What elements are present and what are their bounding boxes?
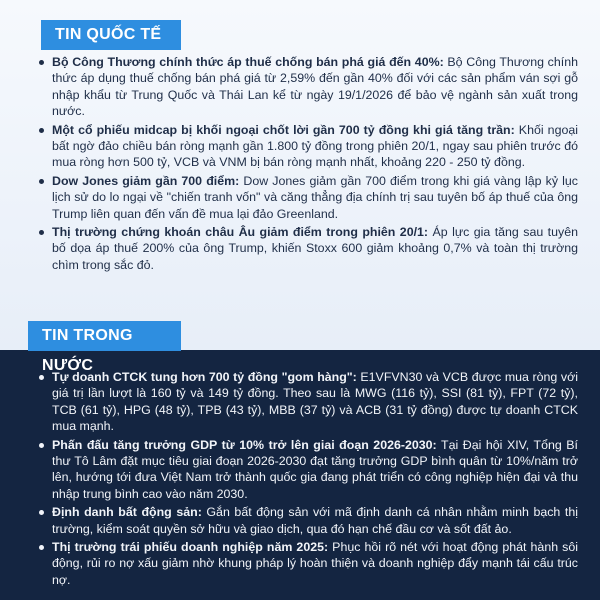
news-item — [38, 369, 578, 435]
news-item — [38, 539, 578, 588]
news-item — [38, 437, 578, 503]
news-body: Phục hồi rõ nét với hoạt động phát hành sôi động, rủi ro nợ xấu giảm nhờ khung pháp lý hoàn thiện và doanh nghiệp đẩy mạnh tái cấu trúc nợ. — [52, 540, 579, 587]
international-news-heading: TIN QUỐC TẾ — [41, 20, 181, 50]
news-body: Tại Đại hội XIV, Tổng Bí thư Tô Lâm đặt mục tiêu giai đoạn 2026-2030 đạt tăng trưởng GDP bình quân từ 10%/năm trở lên, hướng tới đưa Việt Nam trở thành quốc gia đang phát triển có công nghiệp hiện đại và thu nhập trung bình cao vào năm 2030. — [52, 437, 579, 501]
news-item — [38, 122, 578, 171]
news-body: Gắn bất động sản với mã định danh cá nhân nhằm minh bạch thị trường, kiểm soát quyền sở hữu và giao dịch, qua đó hạn chế đầu cơ và sốt đất ảo. — [52, 505, 578, 536]
news-headline: Thị trường chứng khoán châu Âu giảm điểm trong phiên 20/1: — [52, 225, 429, 240]
news-headline: Định danh bất động sản: — [52, 505, 202, 520]
domestic-news-heading: TIN TRONG NƯỚC — [28, 321, 181, 351]
news-body: Bộ Công Thương chính thức áp dụng thuế chống bán phá giá từ 2,59% đến gần 40% đối với các sản phẩm ván sợi gỗ nhập khẩu từ Trung Quốc và Thái Lan kể từ ngày 19/1/2026 để bảo vệ ngành sản xuất trong nước. — [52, 55, 578, 119]
news-item — [38, 504, 578, 537]
news-item — [38, 173, 578, 222]
domestic-news-list — [38, 369, 578, 590]
news-headline: Bộ Công Thương chính thức áp thuế chống bán phá giá đến 40%: — [52, 55, 444, 69]
news-body: Dow Jones giảm gần 700 điểm trong khi giá vàng lập kỷ lục lịch sử do lo ngại về "chiến tranh vốn" và căng thẳng địa chính trị sau tuyên bố áp thuế của ông Trump liên quan đến vấn đề mua lại đảo Greenland. — [52, 173, 578, 221]
news-body: Áp lực gia tăng sau tuyên bố dọa áp thuế 200% của ông Trump, khiến Stoxx 600 giảm khoảng 0,7% và toàn thị trường chìm trong sắc đỏ. — [52, 225, 578, 272]
news-item — [38, 224, 578, 273]
news-item — [38, 54, 578, 120]
news-body: Khối ngoại bất ngờ đảo chiều bán ròng mạnh gần 1.800 tỷ đồng trong phiên 20/1, ngay sau phiên trước đó mua ròng hơn 500 tỷ, VCB và VNM bị bán ròng mạnh nhất, khoảng 220 - 250 tỷ đồng. — [52, 122, 578, 170]
international-news-list — [38, 54, 578, 275]
news-headline: Một cổ phiếu midcap bị khối ngoại chốt lời gần 700 tỷ đồng khi giá tăng trần: — [52, 122, 515, 137]
news-headline: Dow Jones giảm gần 700 điểm: — [52, 173, 240, 188]
news-headline: Tự doanh CTCK tung hơn 700 tỷ đồng "gom hàng": — [52, 370, 357, 384]
news-headline: Phấn đấu tăng trưởng GDP từ 10% trở lên giai đoạn 2026-2030: — [52, 437, 437, 452]
news-body: E1VFVN30 và VCB được mua ròng với giá trị lần lượt là 160 tỷ và 149 tỷ đồng. Theo sau là MWG (116 tỷ), SSI (81 tỷ), FPT (72 tỷ), TCB (61 tỷ), HPG (48 tỷ), TPB (43 tỷ), MBB (37 tỷ) và ACB (31 tỷ đồng) được tự doanh CTCK mua mạnh. — [52, 370, 578, 434]
news-headline: Thị trường trái phiếu doanh nghiệp năm 2025: — [52, 540, 329, 555]
